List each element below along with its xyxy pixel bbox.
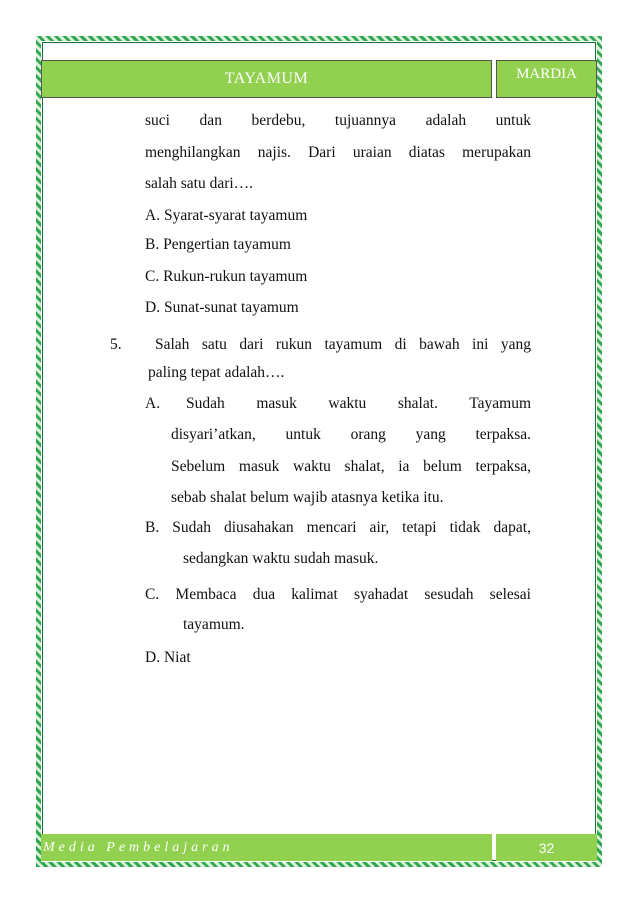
- q4-option-b: B. Pengertian tayamum: [145, 236, 291, 253]
- q4-option-c: C. Rukun-rukun tayamum: [145, 268, 308, 285]
- q4-text-line-2: menghilangkan najis. Dari uraian diatas merupakan: [145, 144, 531, 161]
- q5-option-b-line-2: sedangkan waktu sudah masuk.: [183, 550, 379, 567]
- q5-option-c-line-1: C. Membaca dua kalimat syahadat sesudah selesai: [145, 586, 531, 603]
- q5-option-a-line-3: Sebelum masuk waktu shalat, ia belum terpaksa,: [171, 458, 531, 475]
- header-author: MARDIA: [496, 60, 597, 98]
- q5-option-a-label: A.: [145, 395, 161, 412]
- page-inner-border: [42, 42, 596, 861]
- q5-option-c-line-2: tayamum.: [183, 616, 245, 633]
- q4-option-a: A. Syarat-syarat tayamum: [145, 207, 308, 224]
- q5-text-line-1: Salah satu dari rukun tayamum di bawah ini yang: [155, 336, 531, 353]
- q5-option-a-line-4: sebab shalat belum wajib atasnya ketika itu.: [171, 489, 444, 506]
- q5-option-a-line-2: disyari’atkan, untuk orang yang terpaksa.: [171, 426, 531, 443]
- q5-number: 5.: [110, 336, 122, 353]
- page-footer: [41, 834, 597, 861]
- q4-option-d: D. Sunat-sunat tayamum: [145, 299, 299, 316]
- page-number: 32: [496, 834, 597, 861]
- q4-text-line-1: suci dan berdebu, tujuannya adalah untuk: [145, 112, 531, 129]
- q4-text-line-3: salah satu dari….: [145, 175, 254, 192]
- q5-option-b-line-1: B. Sudah diusahakan mencari air, tetapi tidak dapat,: [145, 519, 531, 536]
- q5-option-a-line-1: Sudah masuk waktu shalat. Tayamum: [186, 395, 531, 412]
- q5-text-line-2: paling tepat adalah….: [148, 364, 285, 381]
- q5-option-d: D. Niat: [145, 649, 191, 666]
- page-header: [41, 60, 597, 98]
- footer-label: Media Pembelajaran: [41, 834, 492, 861]
- header-title: TAYAMUM: [41, 60, 492, 98]
